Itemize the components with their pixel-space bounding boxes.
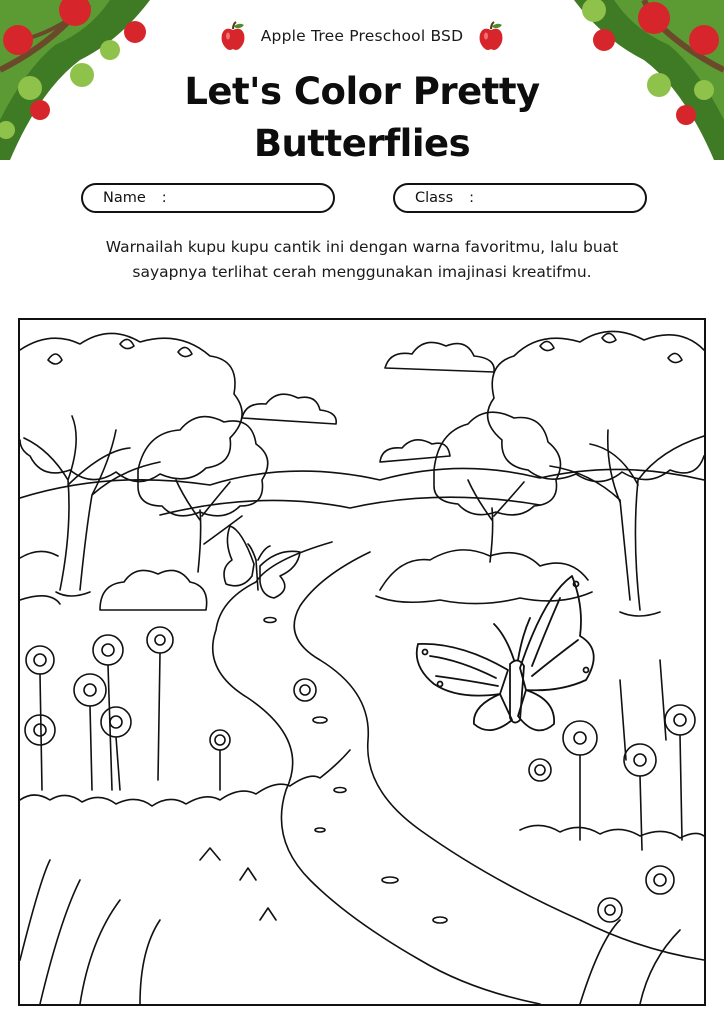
butterfly-small xyxy=(224,526,300,598)
instructions xyxy=(60,235,664,285)
cloud xyxy=(242,342,494,462)
page-title xyxy=(0,66,724,170)
class-field[interactable] xyxy=(393,183,647,213)
tree-left xyxy=(20,333,242,596)
title-line-2: Butterflies xyxy=(253,122,471,165)
class-separator: : xyxy=(469,190,475,206)
title-line-1: Let's Color Pretty xyxy=(184,70,540,113)
name-label: Name xyxy=(103,190,146,206)
school-name: Apple Tree Preschool BSD xyxy=(260,27,464,45)
coloring-illustration xyxy=(18,318,706,1006)
name-field[interactable] xyxy=(81,183,335,213)
flower xyxy=(529,705,695,922)
name-separator: : xyxy=(161,190,167,206)
apple-icon xyxy=(219,21,247,51)
instructions-line-2: sayapnya terlihat cerah menggunakan imajinasi kreatifmu. xyxy=(132,263,592,281)
flower xyxy=(25,627,316,750)
garden-path xyxy=(213,542,540,1004)
class-label: Class xyxy=(415,190,454,206)
instructions-line-1: Warnailah kupu kupu cantik ini dengan warna favoritmu, lalu buat xyxy=(105,238,619,256)
apple-icon xyxy=(477,21,505,51)
school-header xyxy=(0,21,724,51)
